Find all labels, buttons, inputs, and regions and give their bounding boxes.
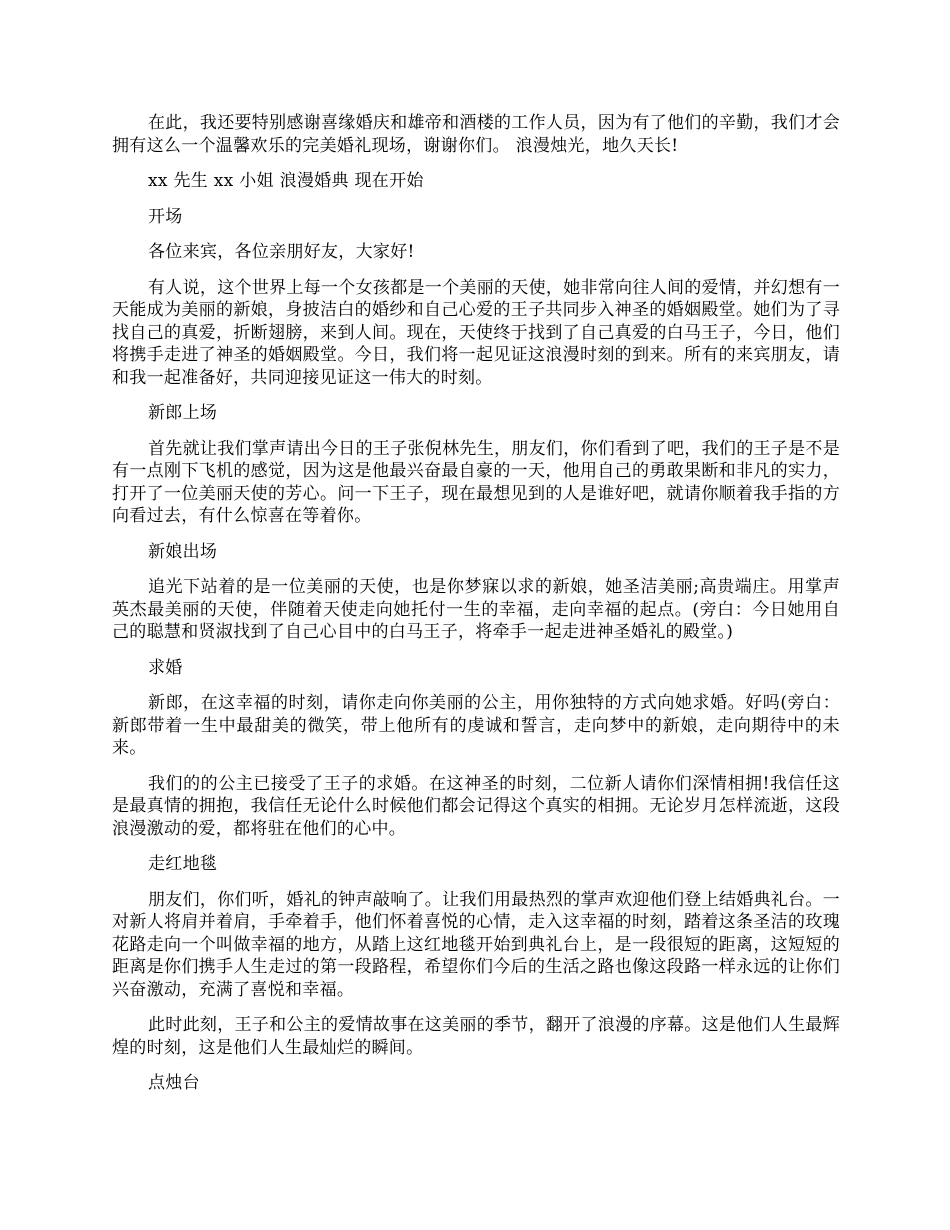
paragraph-red-carpet: 朋友们，你们听，婚礼的钟声敲响了。让我们用最热烈的掌声欢迎他们登上结婚典礼台。一对新人将肩并着肩，手牵着手，他们怀着喜悦的心情，走入这幸福的时刻，踏着这条圣洁的玫瑰花路走向一个叫做幸福的地方，从踏上这红地毯开始到典礼台上，是一段很短的距离，这短短的距离是你们携手人生走过的第一段路程，希望你们今后的生活之路也像这段路一样永远的让你们兴奋激动，充满了喜悦和幸福。 bbox=[112, 889, 840, 1000]
heading-red-carpet: 走红地毯 bbox=[148, 854, 218, 874]
heading-title: xx 先生 xx 小姐 浪漫婚典 现在开始 bbox=[148, 171, 424, 191]
heading-proposal: 求婚 bbox=[148, 657, 183, 678]
document-page bbox=[112, 112, 840, 1108]
paragraph-moment: 此时此刻，王子和公主的爱情故事在这美丽的季节，翻开了浪漫的序幕。这是他们人生最辉煌的时刻，这是他们人生最灿烂的瞬间。 bbox=[112, 1015, 840, 1058]
paragraph-groom: 首先就让我们掌声请出今日的王子张倪林先生，朋友们，你们看到了吧，我们的王子是不是有一点刚下飞机的感觉，因为这是他最兴奋最自豪的一天，他用自己的勇敢果断和非凡的实力，打开了一位美丽天使的芳心。问一下王子，现在最想见到的人是谁好吧，就请你顺着我手指的方向看过去，有什么惊喜在等着你。 bbox=[112, 438, 840, 526]
paragraph-greeting: 各位来宾，各位亲朋好友，大家好! bbox=[148, 242, 415, 262]
paragraph-angel: 有人说，这个世界上每一个女孩都是一个美丽的天使，她非常向往人间的爱情，并幻想有一天能成为美丽的新娘，身披洁白的婚纱和自己心爱的王子共同步入神圣的婚姻殿堂。她们为了寻找自己的真爱，折断翅膀，来到人间。现在，天使终于找到了自己真爱的白马王子，今日，他们将携手走进了神圣的婚姻殿堂。今日，我们将一起见证这浪漫时刻的到来。所有的来宾朋友，请和我一起准备好，共同迎接见证这一伟大的时刻。 bbox=[112, 277, 840, 388]
paragraph-accept: 我们的的公主已接受了王子的求婚。在这神圣的时刻，二位新人请你们深情相拥!我信任这是最真情的拥抱，我信任无论什么时候他们都会记得这个真实的相拥。无论岁月怎样流逝，这段浪漫激动的爱，都将驻在他们的心中。 bbox=[112, 773, 840, 839]
heading-opening: 开场 bbox=[148, 206, 183, 227]
paragraph-bride: 追光下站着的是一位美丽的天使，也是你梦寐以求的新娘，她圣洁美丽;高贵端庄。用掌声英杰最美丽的天使，伴随着天使走向她托付一生的幸福，走向幸福的起点。(旁白：今日她用自己的聪慧和贤淑找到了自己心目中的白马王子，将牵手一起走进神圣婚礼的殿堂。) bbox=[112, 577, 840, 642]
heading-bride: 新娘出场 bbox=[148, 541, 218, 562]
paragraph-proposal: 新郎，在这幸福的时刻，请你走向你美丽的公主，用你独特的方式向她求婚。好吗(旁白：新郎带着一生中最甜美的微笑，带上他所有的虔诚和誓言，走向梦中的新娘，走向期待中的未来。 bbox=[112, 693, 840, 758]
heading-groom: 新郎上场 bbox=[148, 403, 218, 423]
heading-candle: 点烛台 bbox=[148, 1073, 200, 1093]
paragraph-thanks: 在此，我还要特别感谢喜缘婚庆和雄帝和酒楼的工作人员，因为有了他们的辛勤，我们才会拥有这么一个温馨欢乐的完美婚礼现场，谢谢你们。 浪漫烛光，地久天长! bbox=[112, 113, 840, 156]
